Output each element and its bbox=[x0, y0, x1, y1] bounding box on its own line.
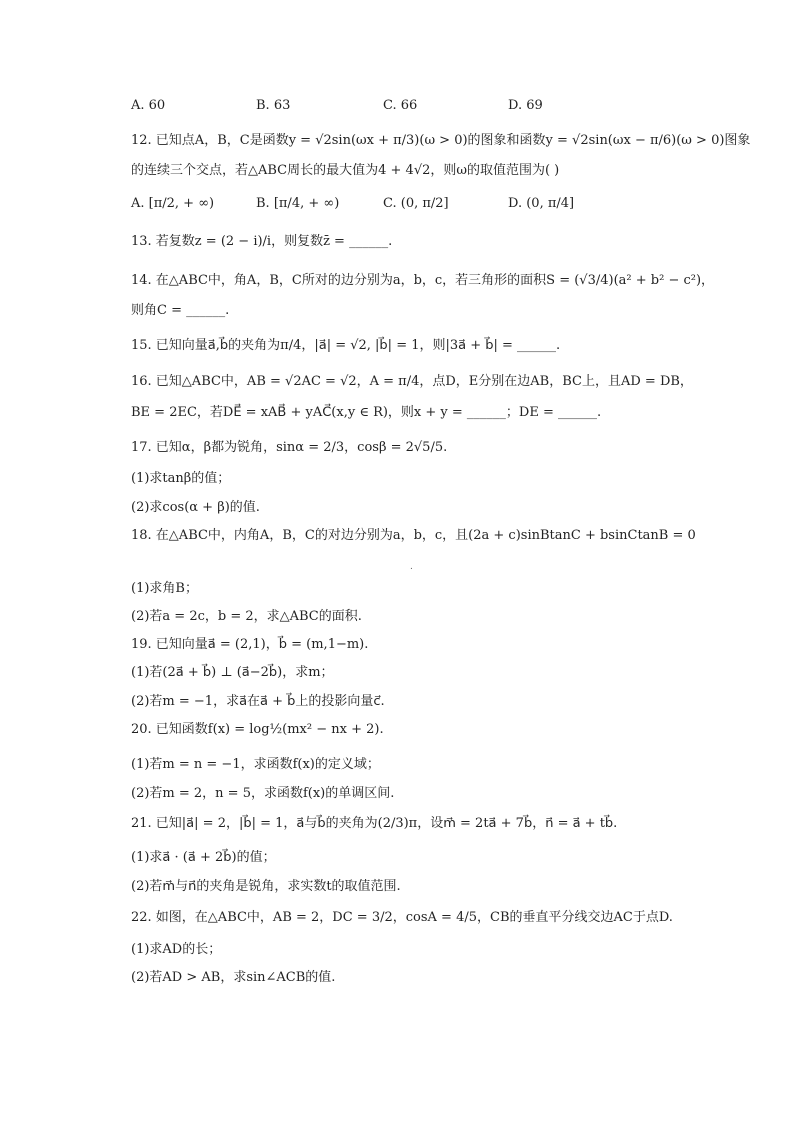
q17-stem: 17. 已知α，β都为锐角，sinα = 2/3，cosβ = 2√5/5. bbox=[131, 440, 448, 455]
q16-stem-line1: 16. 已知△ABC中，AB = √2AC = √2，A = π/4，点D，E分别在边AB，BC上，且AD = DB， bbox=[131, 374, 693, 389]
q18-stem: 18. 在△ABC中，内角A，B，C的对边分别为a，b，c，且(2a + c)sinBtanC + bsinCtanB = 0 bbox=[131, 528, 696, 543]
q18-part2: (2)若a = 2c，b = 2，求△ABC的面积. bbox=[131, 609, 362, 624]
option-c: C. 66 bbox=[383, 98, 418, 113]
q19-part2: (2)若m = −1，求a⃗在a⃗ + b⃗上的投影向量c⃗. bbox=[131, 694, 385, 709]
q21-part1: (1)求a⃗ · (a⃗ + 2b⃗)的值； bbox=[131, 850, 276, 865]
q18-stray-dot: . bbox=[410, 562, 413, 572]
q12-stem-line1: 12. 已知点A，B，C是函数y = √2sin(ωx + π/3)(ω > 0)的图象和函数y = √2sin(ωx − π/6)(ω > 0)图象 bbox=[131, 133, 751, 148]
q20-stem: 20. 已知函数f(x) = log½(mx² − nx + 2). bbox=[131, 722, 384, 737]
q12-option-a: A. [π/2, + ∞) bbox=[131, 196, 215, 211]
q14-stem-line2: 则角C = ______. bbox=[131, 303, 230, 318]
option-a: A. 60 bbox=[131, 98, 166, 113]
q14-stem-line1: 14. 在△ABC中，角A，B，C所对的边分别为a，b，c，若三角形的面积S = (√3/4)(a² + b² − c²)， bbox=[131, 273, 715, 288]
q22-part2: (2)若AD > AB，求sin∠ACB的值. bbox=[131, 970, 336, 985]
q21-part2: (2)若m⃗与n⃗的夹角是锐角，求实数t的取值范围. bbox=[131, 879, 401, 894]
q12-option-d: D. (0, π/4] bbox=[508, 196, 575, 211]
q12-option-b: B. [π/4, + ∞) bbox=[256, 196, 340, 211]
q19-part1: (1)若(2a⃗ + b⃗) ⊥ (a⃗−2b⃗)，求m； bbox=[131, 665, 334, 680]
q20-part1: (1)若m = n = −1，求函数f(x)的定义域； bbox=[131, 757, 380, 772]
q13-stem: 13. 若复数z = (2 − i)/i，则复数z̄ = ______. bbox=[131, 234, 393, 249]
q17-part1: (1)求tanβ的值； bbox=[131, 471, 231, 486]
q12-option-c: C. (0, π/2] bbox=[383, 196, 449, 211]
q12-stem-line2: 的连续三个交点，若△ABC周长的最大值为4 + 4√2，则ω的取值范围为( ) bbox=[131, 163, 560, 178]
q21-stem: 21. 已知|a⃗| = 2，|b⃗| = 1，a⃗与b⃗的夹角为(2/3)π，设m⃗ = 2ta⃗ + 7b⃗，n⃗ = a⃗ + tb⃗. bbox=[131, 816, 618, 831]
option-d: D. 69 bbox=[508, 98, 543, 113]
q19-stem: 19. 已知向量a⃗ = (2,1)，b⃗ = (m,1−m). bbox=[131, 637, 369, 652]
q15-stem: 15. 已知向量a⃗,b⃗的夹角为π/4，|a⃗| = √2, |b⃗| = 1，则|3a⃗ + b⃗| = ______. bbox=[131, 338, 561, 353]
q17-part2: (2)求cos(α + β)的值. bbox=[131, 500, 260, 515]
q22-part1: (1)求AD的长； bbox=[131, 942, 222, 957]
option-b: B. 63 bbox=[256, 98, 291, 113]
q18-part1: (1)求角B； bbox=[131, 581, 198, 596]
q22-stem: 22. 如图，在△ABC中，AB = 2，DC = 3/2，cosA = 4/5，CB的垂直平分线交边AC于点D. bbox=[131, 910, 673, 925]
q20-part2: (2)若m = 2，n = 5，求函数f(x)的单调区间. bbox=[131, 786, 395, 801]
q16-stem-line2: BE = 2EC，若DE⃗ = xAB⃗ + yAC⃗(x,y ∈ R)，则x + y = ______；DE = ______. bbox=[131, 405, 602, 420]
